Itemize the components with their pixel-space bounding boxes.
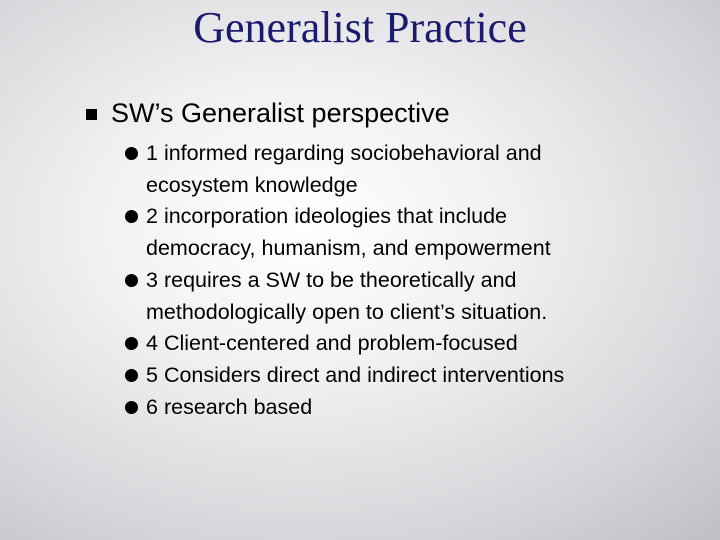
list-item	[124, 138, 684, 201]
item-number: 1	[146, 141, 158, 165]
item-text: incorporation ideologies that include	[163, 204, 507, 229]
round-bullet-icon	[125, 369, 138, 382]
item-number: 2	[146, 204, 158, 229]
round-bullet-icon	[125, 401, 138, 414]
item-continuation: methodologically open to client’s situation.	[146, 299, 548, 324]
round-bullet-icon	[125, 337, 138, 350]
round-bullet-icon	[125, 210, 138, 223]
item-number: 4	[146, 331, 158, 356]
list-item	[124, 328, 684, 360]
item-number: 6	[146, 394, 158, 419]
item-text: research based	[163, 394, 313, 419]
square-bullet-icon	[86, 109, 97, 120]
sub-bullet-list	[124, 138, 684, 423]
item-text: Client-centered and problem-focused	[163, 331, 518, 356]
list-item	[124, 360, 684, 392]
item-text: Considers direct and indirect interventions	[163, 362, 565, 387]
item-number: 3	[146, 267, 158, 292]
round-bullet-icon	[125, 147, 138, 160]
list-item	[124, 392, 684, 424]
main-bullet-label: SW’s Generalist perspective	[111, 98, 450, 128]
round-bullet-icon	[125, 274, 138, 287]
item-text: informed regarding sociobehavioral and	[163, 141, 542, 165]
slide-title: Generalist Practice	[193, 3, 527, 52]
item-text: requires a SW to be theoretically and	[163, 267, 517, 292]
main-bullet	[86, 97, 450, 129]
list-item	[124, 265, 684, 328]
item-continuation: ecosystem knowledge	[146, 172, 358, 197]
item-continuation: democracy, humanism, and empowerment	[146, 236, 551, 261]
list-item	[124, 201, 684, 264]
item-number: 5	[146, 362, 158, 387]
